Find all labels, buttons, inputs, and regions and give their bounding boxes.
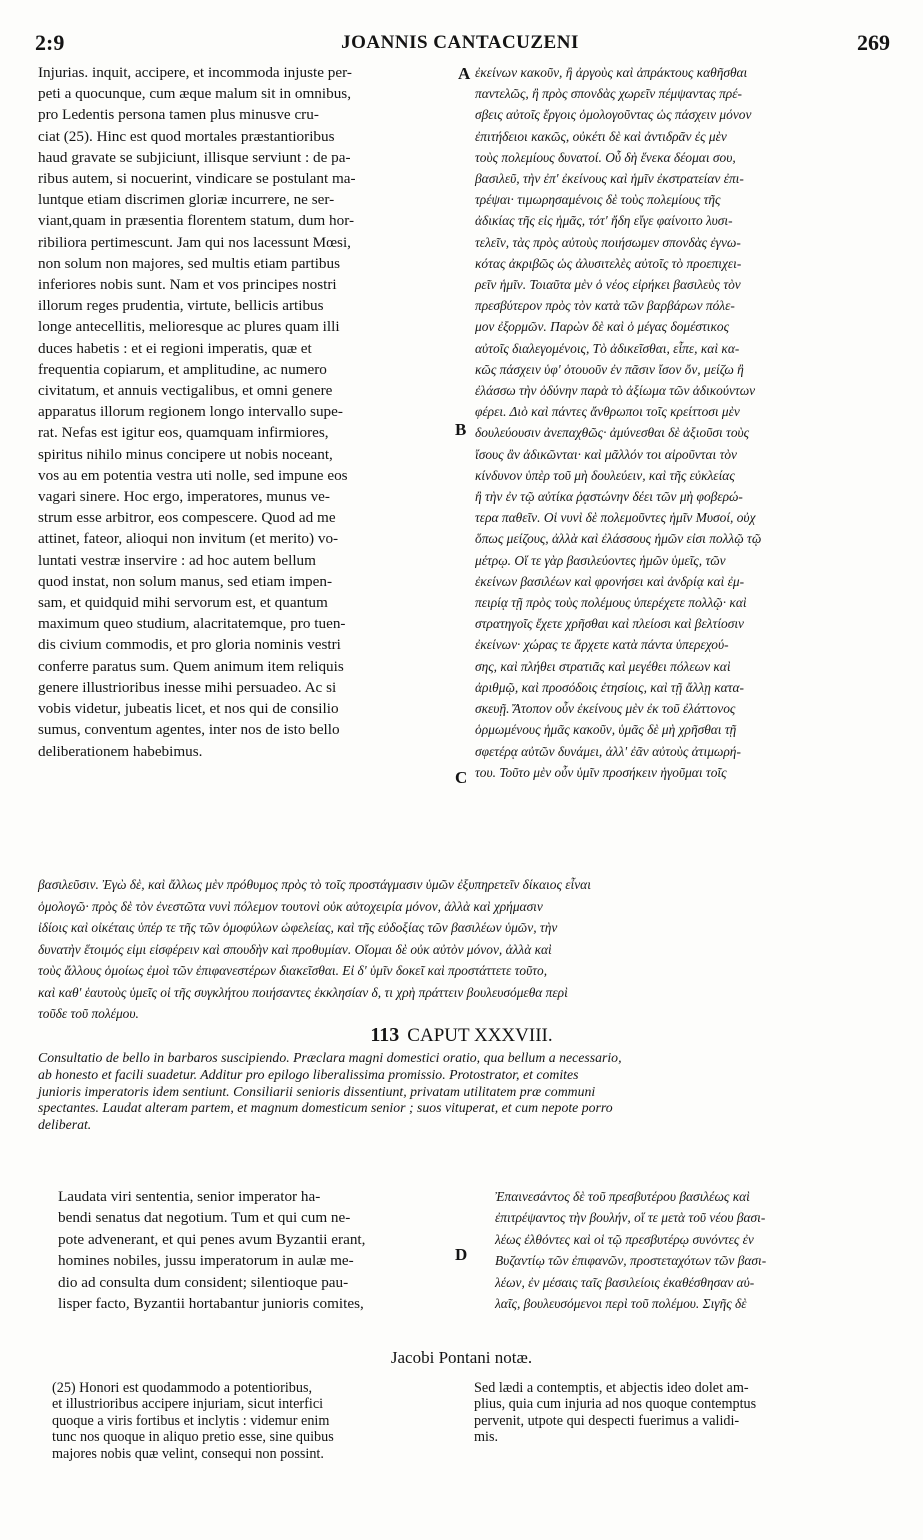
text-line: ἀριθμῷ, καὶ προσόδοις ἐτησίοις, καὶ τῇ ἄλλῃ κατα- (475, 679, 744, 695)
text-line: duces habetis : et ei regioni imperatis, quæ et (38, 339, 312, 357)
text-line: inferiores nobis sunt. Nam et vos principes nostri (38, 276, 337, 294)
chapter-label: CAPUT XXXVIII. (407, 1025, 553, 1046)
text-line: ribus autem, si nocuerint, vindicare se postulant ma- (38, 170, 356, 188)
text-line: καὶ καθ' ἑαυτοὺς ὑμεῖς οἱ τῆς συγκλήτου ποιήσαντες ἐκκλησίαν δ, τι χρὴ πράττειν βουλευσόμεθα περὶ (38, 984, 568, 1000)
text-line: deliberat. (38, 1117, 92, 1133)
text-line: ribiliora pertimescunt. Jam qui nos lacessunt Mœsi, (38, 233, 351, 251)
text-line: αὐτοῖς διαλεγομένοις, Τὸ ἀδικεῖσθαι, εἶπε, καὶ κα- (475, 340, 740, 356)
section-marker-b: B (455, 420, 467, 439)
text-line: μέτρῳ. Οἵ τε γὰρ βασιλεύοντες ἡμῶν ὑμεῖς, τῶν (475, 552, 726, 568)
text-line: Laudata viri sententia, senior imperator ha- (58, 1188, 321, 1205)
text-line: conferre paratus sum. Quem animum item reliquis (38, 657, 344, 675)
page-header (30, 30, 890, 58)
text-line: ἀδικίας τῆς εἰς ἡμᾶς, τότ' ἤδη εἴγε φαίνοιτο λυσι- (475, 213, 733, 229)
text-line: quoque a viris fortibus et inclytis : videmur enim (52, 1412, 330, 1429)
text-line: (25) Honori est quodammodo a potentioribus, (52, 1380, 313, 1396)
section-marker-d: D (455, 1245, 468, 1264)
text-line: ρεῖν ἡμῖν. Τοιαῦτα μὲν ὁ νέος εἰρήκει βασιλεὺς τὸν (475, 277, 741, 293)
text-line: φέρει. Διὸ καὶ πάντες ἄνθρωποι τοῖς κρείττοσι μὲν (475, 404, 740, 420)
text-line: ἐπιτήδειοι κακῶς, οὐκέτι δὲ καὶ ἀντιδρᾶν ἐς μὲν (475, 128, 727, 144)
text-line: spectantes. Laudat alteram partem, et magnum domesticum senior ; suos vituperat, et cum nepote porro (38, 1100, 613, 1116)
text-line: δουλεύουσιν ἀνεπαχθῶς· ἀμύνεσθαι δὲ ἀξιοῦσι τοὺς (475, 425, 750, 441)
text-line: τοὺς πολεμίους δυνατοί. Οὗ δὴ ἕνεκα δέομαι σου, (475, 149, 736, 165)
text-line: vobis videtur, jubeatis licet, et nos qui de consilio (38, 700, 339, 718)
text-line: κότας ἀκριβῶς ὡς ἀλυσιτελὲς αὐτοῖς τὸ προεπιχει- (475, 255, 742, 271)
text-line: mis. (474, 1429, 499, 1446)
text-line: homines nobiles, jussu imperatorum in aulæ me- (58, 1252, 354, 1270)
text-line: τοὺς ἄλλους ὁμοίως ἐμοὶ τῶν ἐπιφανεστέρων διακεῖσθαι. Εἰ δ' ὑμῖν δοκεῖ καὶ προστάττετε τοῦτο, (38, 963, 548, 978)
section-marker-a: A (458, 64, 471, 83)
text-line: τοῦδε τοῦ πολέμου. (38, 1006, 139, 1021)
section-marker-c: C (455, 768, 468, 787)
text-line: tunc nos quoque in aliquo pretio esse, sine quibus (52, 1429, 334, 1446)
notes-column-right (474, 1380, 884, 1446)
text-line: quod instat, non solum manus, sed etiam impen- (38, 572, 333, 590)
text-line: πειρίᾳ τῇ πρὸς τοὺς πολέμους ὑπερέχετε πολλῷ· καὶ (475, 595, 747, 611)
text-line: λέως ἐλθόντες καὶ οἱ τῷ πρεσβυτέρῳ συνόντες ἐν (495, 1231, 754, 1247)
text-line: attinet, fateor, alioqui non invitum (et merito) vo- (38, 530, 339, 548)
text-line: ab honesto et facili suadetur. Additur pro epilogo liberalissima promissio. Protostrator, et comites (38, 1066, 579, 1082)
text-line: genere illustrioribus inesse mihi persuadeo. Ac si (38, 678, 337, 696)
text-line: frequentia copiarum, et amplitudine, ac numero (38, 360, 327, 378)
latin-column-lower (58, 1186, 453, 1314)
text-line: spiritus nihilo minus concipere ut nobis noceant, (38, 445, 333, 463)
text-line: ἰδίοις καὶ οἰκέταις ὑπέρ τε τῆς τῶν ὁμοφύλων ὠφελείας, καὶ τῆς εὐδοξίας τῶν βασιλέων ὑμῶν, τὴν (38, 920, 558, 935)
text-line: Injurias. inquit, accipere, et incommoda injuste per- (38, 64, 352, 81)
text-line: vos au em potentia vestra uti nolle, sed impune eos (38, 466, 348, 484)
text-line: βασιλεῦ, τὴν ἐπ' ἐκείνους καὶ ἡμῖν ἐκστρατείαν ἐπι- (475, 171, 744, 187)
text-line: ἴσους ἂν ἀδικῶνται· καὶ μᾶλλόν τοι αἱροῦνται τὸν (475, 446, 738, 462)
text-line: civitatum, et annuis vectigalibus, et omni genere (38, 382, 333, 400)
text-line: vagari sinere. Hoc ergo, imperatores, munus ve- (38, 488, 330, 506)
running-title: JOANNIS CANTACUZENI (341, 32, 579, 53)
text-line: viant,quam in præsentia florentem statum, dum hor- (38, 212, 355, 230)
text-line: Sed lædi a contemptis, et abjectis ideo dolet am- (474, 1380, 749, 1396)
chapter-heading (0, 1024, 923, 1047)
text-line: Consultatio de bello in barbaros suscipiendo. Præclara magni domestici oratio, qua bellum a necessario, (38, 1050, 622, 1065)
chapter-number: 113 (370, 1024, 400, 1046)
text-line: maximum queo studium, alacritatemque, pro tuen- (38, 615, 346, 633)
text-line: ὁρμωμένους ἡμᾶς κακοῦν, ὑμᾶς δὲ μὴ χρῆσθαι τῇ (475, 722, 737, 738)
text-line: dis civium commodis, et pro gloria nominis vestri (38, 636, 341, 654)
text-line: κῶς πάσχειν ὑφ' ὁτουοῦν ἐν πᾶσιν ἴσον ὄν, μείζω ἢ (475, 361, 744, 377)
latin-column-upper (38, 62, 453, 762)
text-line: pro Ledentis persona tamen plus minusve cru- (38, 106, 319, 124)
text-line: ὁμολογῶ· πρὸς δὲ τὸν ἐνεστῶτα νυνὶ πόλεμον τουτονὶ οὐκ αὐτοχειρία μόνον, ἀλλὰ καὶ χρήμασιν (38, 898, 543, 914)
text-line: ἢ τὴν ἐν τῷ αὐτίκα ῥᾳστώνην δέει τῶν μὴ φοβερώ- (475, 489, 743, 505)
text-line: κίνδυνον ὑπὲρ τοῦ μὴ δουλεύειν, καὶ τῆς εὐκλείας (475, 467, 735, 483)
text-line: luntque etiam discrimen gloriæ incurrere, ne ser- (38, 191, 335, 209)
text-line: ἐλάσσω τὴν ὀδύνην παρὰ τὸ ἀξίωμα τῶν ἀδικούντων (475, 383, 756, 399)
text-line: ἐπιτρέψαντος τὴν βουλήν, οἵ τε μετὰ τοῦ νέου βασι- (495, 1210, 766, 1226)
text-line: luntati vestræ inservire : ad hoc autem bellum (38, 551, 316, 569)
page-number-right: 269 (857, 30, 890, 55)
text-line: strum esse arbitror, eos compescere. Quod ad me (38, 509, 336, 527)
text-line: Βυζαντίῳ τῶν ἐπιφανῶν, προστεταχότων τῶν βασι- (495, 1253, 767, 1269)
text-line: et illustrioribus accipere injuriam, sicut interfici (52, 1396, 324, 1413)
text-line: λέων, ἐν μέσαις ταῖς βασιλείοις ἐκαθέσθησαν αὐ- (495, 1274, 755, 1290)
text-line: μον ἐξορμῶν. Παρὼν δὲ καὶ ὁ μέγας δομέστικος (475, 319, 730, 335)
text-line: σης, καὶ πλήθει στρατιᾶς καὶ μεγέθει πόλεων καὶ (475, 658, 731, 674)
text-line: ciat (25). Hinc est quod mortales præstantioribus (38, 127, 335, 145)
text-line: Ἐπαινεσάντος δὲ τοῦ πρεσβυτέρου βασιλέως καὶ (495, 1189, 750, 1204)
text-line: pote advenerant, et qui penes avum Byzantii erant, (58, 1230, 366, 1248)
text-line: lisper facto, Byzantii hortabantur junioris comites, (58, 1295, 364, 1313)
text-line: rat. Nefas est igitur eos, quamquam infirmiores, (38, 424, 329, 442)
text-line: σβεις αὐτοῖς ἔργοις ὁμολογοῦντας ὡς πάσχειν μόνον (475, 107, 752, 123)
page-number-left: 2:9 (35, 30, 65, 55)
text-line: βασιλεῦσιν. Ἐγὼ δὲ, καὶ ἄλλως μὲν πρόθυμος πρὸς τὸ τοῖς προστάγμασιν ὑμῶν ἐξυπηρετεῖν δίκαιος εἶναι (38, 877, 591, 892)
text-line: dio ad consulta dum consident; silentioque pau- (58, 1273, 349, 1291)
text-line: sumus, conventum agentes, inter nos de isto bello (38, 721, 340, 739)
notes-title: Jacobi Pontani notæ. (390, 1348, 533, 1367)
text-line: sam, et quidquid mihi servorum est, et quantum (38, 594, 328, 612)
text-line: σφετέρᾳ αὐτῶν δυνάμει, ἀλλ' ἐᾶν αὐτοὺς ἀτιμωρή- (475, 743, 741, 759)
text-line: δυνατὴν ἕτοιμός εἰμι εἰσφέρειν καὶ σπουδὴν καὶ προθυμίαν. Οἴομαι δὲ οὐκ αὐτὸν μόνον, ἀλλὰ καὶ (38, 941, 552, 957)
text-line: τερα παθεῖν. Οἱ νυνὶ δὲ πολεμοῦντες ἡμῖν Μυσοί, οὐχ (475, 510, 756, 526)
text-line: παντελῶς, ἢ πρὸς σπονδὰς χωρεῖν πέμψαντας πρέ- (475, 86, 742, 102)
chapter-summary (38, 1050, 888, 1134)
text-line: σκευῇ. Ἄτοπον οὖν ἐκείνους μὲν ἐκ τοῦ ἐλάττονος (475, 701, 736, 717)
text-line: haud gravate se subjiciunt, illisque serviunt : de pa- (38, 148, 351, 166)
text-line: plius, quia cum injuria ad nos quoque contemptus (474, 1396, 757, 1413)
text-line: τρέψαι· τιμωρησαμένοις δὲ τοὺς πολεμίους τῆς (475, 192, 721, 208)
text-line: peti a quocunque, cum æque malum sit in omnibus, (38, 85, 351, 103)
greek-column-lower (495, 1186, 890, 1314)
text-line: pervenit, utpote qui despecti fuerimus a validi- (474, 1412, 740, 1429)
text-line: του. Τοῦτο μὲν οὖν ὑμῖν προσήκειν ἡγοῦμαι τοῖς (475, 764, 727, 780)
text-line: bendi senatus dat negotium. Tum et qui cum ne- (58, 1209, 351, 1227)
text-line: στρατηγοῖς ἔχετε χρῆσθαι καὶ πλείοσι καὶ βελτίοσιν (475, 616, 745, 632)
text-line: πρεσβύτερον πρὸς τὸν κατὰ τῶν βαρβάρων πόλε- (475, 298, 735, 314)
text-line: deliberationem habebimus. (38, 742, 203, 760)
text-line: ἐκείνων κακοῦν, ἢ ἀργοὺς καὶ ἀπράκτους καθῆσθαι (475, 65, 748, 80)
greek-column-upper (475, 62, 890, 783)
text-line: junioris imperatoris idem sentiunt. Consiliarii senioris dissentiunt, privatam utilitatem præ communi (38, 1083, 596, 1099)
text-line: τελεῖν, τὰς πρὸς αὐτοὺς ποιήσωμεν σπονδὰς ἐγνω- (475, 234, 741, 250)
text-line: ἐκείνων· χώρας τε ἄρχετε κατὰ πάντα ὑπερεχού- (475, 637, 729, 653)
text-line: ὅπως μείζους, ἀλλὰ καὶ ἐλάσσους ἡμῶν εἰσι πολλῷ τῷ (475, 531, 762, 547)
text-line: majores nobis quæ velint, consequi non possint. (52, 1445, 324, 1462)
text-line: illorum reges prudentia, virtute, bellicis artibus (38, 297, 324, 315)
text-line: non solum non majores, sed multis etiam partibus (38, 254, 341, 272)
text-line: longe antecellitis, melioresque ac plures quam illi (38, 318, 340, 336)
text-line: ἐκείνων βασιλέων καὶ φρονήσει καὶ ἀνδρίᾳ καὶ ἐμ- (475, 573, 745, 589)
greek-full-width-paragraph (38, 874, 888, 1025)
text-line: apparatus illorum regionem longo intervallo supe- (38, 403, 343, 421)
text-line: λαῖς, βουλευσόμενοι περὶ τοῦ πολέμου. Σιγῆς δὲ (495, 1296, 747, 1312)
notes-column-left (52, 1380, 462, 1462)
